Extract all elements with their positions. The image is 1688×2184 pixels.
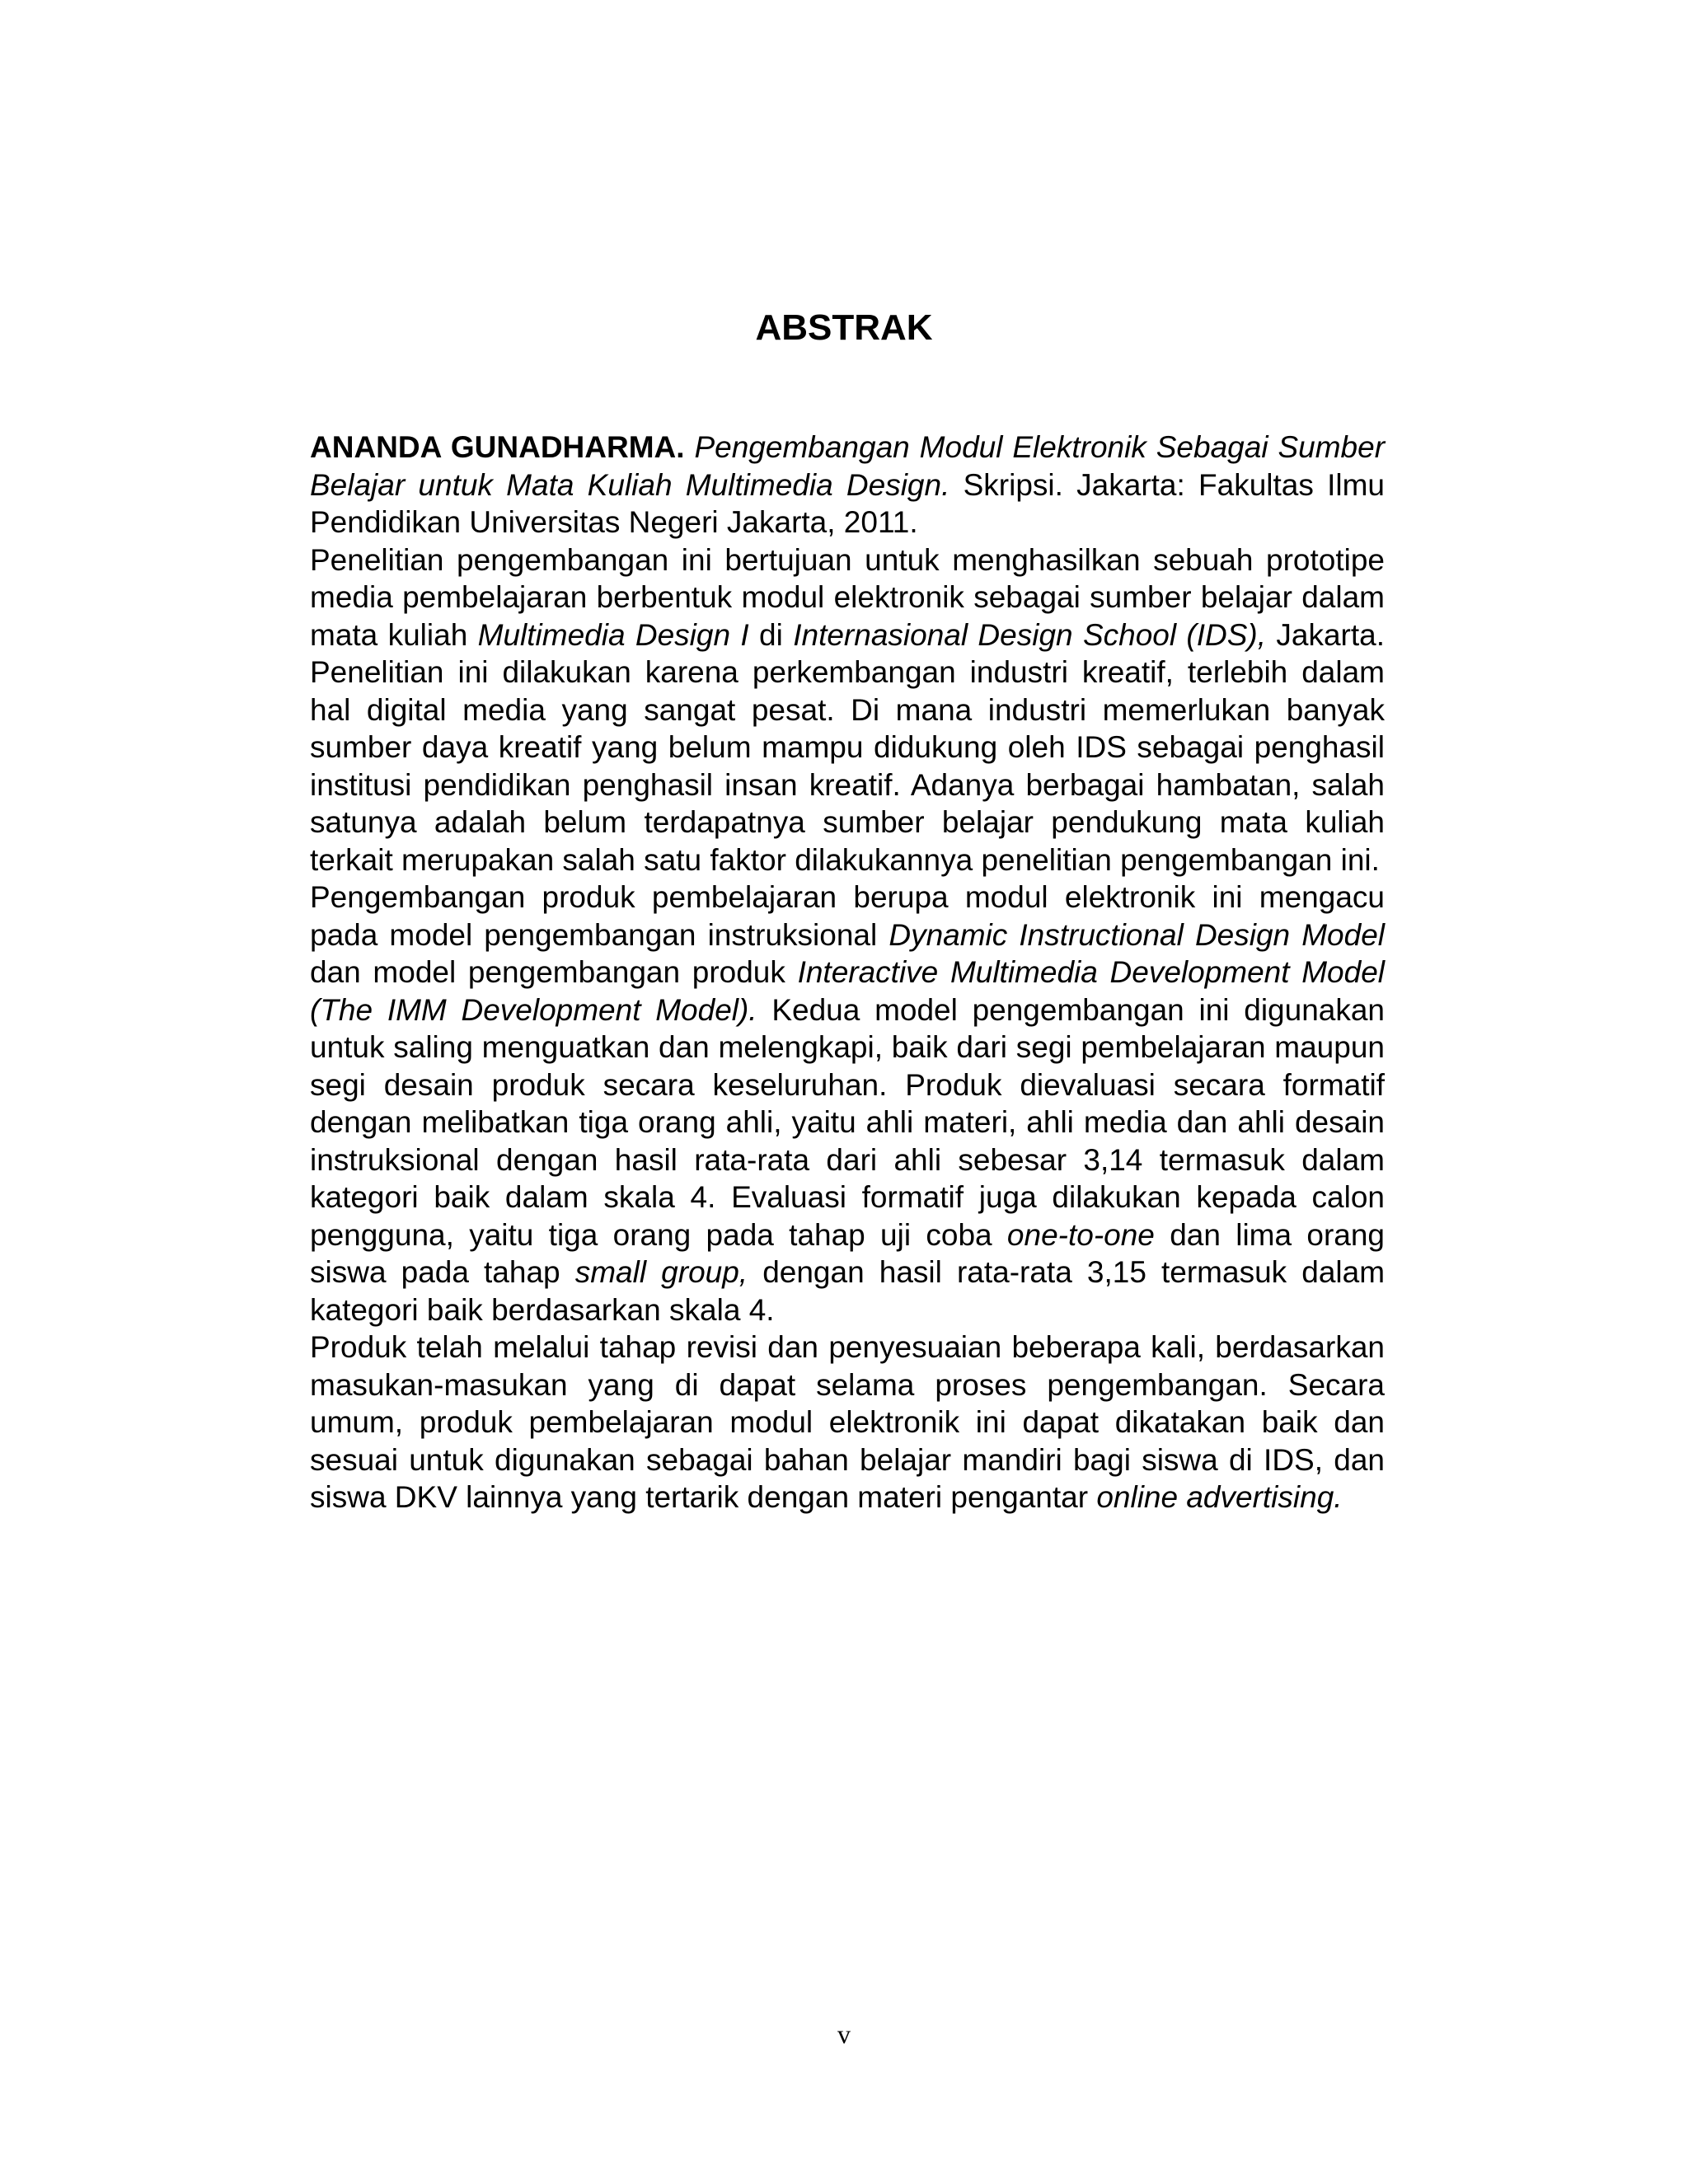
one-to-one-term: one-to-one bbox=[1006, 1217, 1155, 1252]
paragraph-2 bbox=[310, 879, 1385, 1329]
paragraph-1-text-1: Penelitian pengembangan ini bertujuan untuk menghasilkan sebuah prototipe media pembelajaran berbentuk modul elektronik sebagai sumber belajar dalam mata kuliah bbox=[310, 542, 1385, 652]
citation-paragraph bbox=[310, 429, 1385, 541]
publication-info: Skripsi. Jakarta: Fakultas Ilmu Pendidikan Universitas Negeri Jakarta, 2011. bbox=[310, 467, 1386, 539]
page-number: v bbox=[837, 2019, 851, 2049]
paragraph-2-text-1: Pengembangan produk pembelajaran berupa modul elektronik ini mengacu pada model pengembangan instruksional bbox=[310, 880, 1385, 952]
author-name: ANANDA GUNADHARMA. bbox=[310, 430, 685, 464]
abstract-body bbox=[310, 429, 1385, 1516]
thesis-title: Pengembangan Modul Elektronik Sebagai Sumber Belajar untuk Mata Kuliah Multimedia Design. bbox=[310, 430, 1386, 502]
school-name: Internasional Design School (IDS), bbox=[793, 617, 1267, 652]
paragraph-1 bbox=[310, 541, 1385, 879]
paragraph-2-text-4: dan lima orang siswa pada tahap bbox=[310, 1217, 1386, 1289]
paragraph-2-text-3: Kedua model pengembangan ini digunakan untuk saling menguatkan dan melengkapi, baik dari segi pembelajaran maupun segi desain produk secara keseluruhan. Produk dievaluasi secara formatif dengan melibatkan tiga orang ahli, yaitu ahli materi, ahli media dan ahli desain instruksional dengan hasil rata-rata dari ahli sebesar 3,14 termasuk dalam kategori baik dalam skala 4. Evaluasi formatif juga dilakukan kepada calon pengguna, yaitu tiga orang pada tahap uji coba bbox=[310, 992, 1386, 1252]
online-advertising-term: online advertising. bbox=[1096, 1480, 1343, 1514]
page-title: ABSTRAK bbox=[755, 307, 933, 348]
paragraph-3 bbox=[310, 1329, 1385, 1516]
paragraph-1-text-2: di bbox=[759, 617, 783, 652]
small-group-term: small group, bbox=[574, 1255, 748, 1289]
paragraph-1-text-3: Jakarta. Penelitian ini dilakukan karena perkembangan industri kreatif, terlebih dalam hal digital media yang sangat pesat. Di mana industri memerlukan banyak sumber daya kreatif yang belum mampu didukung oleh IDS sebagai penghasil institusi pendidikan penghasil insan kreatif. Adanya berbagai hambatan, salah satunya adalah belum terdapatnya sumber belajar pendukung mata kuliah terkait merupakan salah satu faktor dilakukannya penelitian pengembangan ini. bbox=[310, 617, 1386, 877]
course-name: Multimedia Design I bbox=[477, 617, 749, 652]
instructional-model-name: Dynamic Instructional Design Model bbox=[889, 917, 1386, 952]
paragraph-3-text-1: Produk telah melalui tahap revisi dan penyesuaian beberapa kali, berdasarkan masukan-masukan yang di dapat selama proses pengembangan. Secara umum, produk pembelajaran modul elektronik ini dapat dikatakan baik dan sesuai untuk digunakan sebagai bahan belajar mandiri bagi siswa di IDS, dan siswa DKV lainnya yang tertarik dengan materi pengantar bbox=[310, 1330, 1385, 1514]
paragraph-2-text-2: dan model pengembangan produk bbox=[310, 955, 785, 989]
paragraph-2-text-5: dengan hasil rata-rata 3,15 termasuk dalam kategori baik berdasarkan skala 4. bbox=[310, 1255, 1386, 1327]
product-model-name: Interactive Multimedia Development Model (The IMM Development Model). bbox=[310, 955, 1385, 1027]
